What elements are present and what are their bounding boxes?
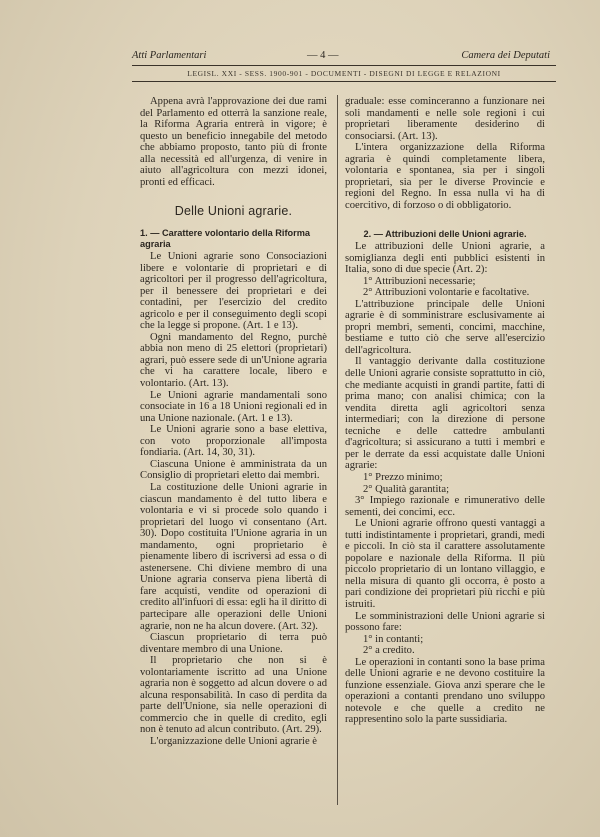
running-header	[132, 50, 550, 66]
paragraph: 3° Impiego razionale e rimunerativo delle sementi, dei concimi, ecc.	[345, 495, 545, 518]
paragraph: Le Unioni agrarie sono Consociazioni libere e volontarie di proprietari e di agricoltori per il progresso dell'agricoltura, per il benessere dei proprietari e dei contadini, per l'esercizio del credito agricolo e per il conseguimento degli scopi che la legge si propone. (Art. 1 e 13).	[140, 251, 327, 332]
paragraph: L'intera organizzazione della Riforma agraria è quindi completamente libera, volontaria e spontanea, sia per i singoli proprietari, sia per le diverse Provincie e regioni del Regno. In essa nulla vi ha di coercitivo, di forzoso o di obbligatorio.	[345, 142, 545, 211]
paragraph: Le Unioni agrarie sono a base elettiva, con voto proporzionale all'imposta fondiaria. (Art. 14, 30, 31).	[140, 424, 327, 459]
paragraph: Il vantaggio derivante dalla costituzione delle Unioni agrarie consiste soprattutto in ciò, che mediante acquisti in grandi partite, fatti di prima mano; con analisi chimica; con la vendita diretta agli agricoltori senza intermediari; con la direzione di persone tecniche e delle cattedre ambulanti d'agricoltura; si assicurano a tutti i membri e per le derrate da essi acquistate dalle Unioni agrarie:	[345, 356, 545, 472]
paragraph-continued: graduale: esse cominceranno a funzionare nei soli mandamenti e nelle sole regioni i cui proprietari liberamente desiderino di consociarsi. (Art. 13).	[345, 96, 545, 142]
section-heading-2: 2. — Attribuzioni delle Unioni agrarie.	[363, 229, 527, 240]
legislature-line: LEGISL. XXI - SESS. 1900-901 - DOCUMENTI - DISEGNI DI LEGGE E RELAZIONI	[187, 69, 501, 78]
column-divider	[337, 95, 338, 805]
section-heading-1: 1. — Carattere volontario della Riforma agraria	[140, 227, 311, 250]
page-number: — 4 —	[307, 50, 339, 61]
list-item: 2° Qualità garantita;	[363, 483, 450, 495]
paragraph: L'organizzazione delle Unioni agrarie è	[150, 735, 318, 747]
header-rule-bottom	[132, 81, 556, 82]
paragraph: L'attribuzione principale delle Unioni agrarie è di somministrare esclusivamente ai propri membri, sementi, concimi, macchine, bestiame e tutto ciò che serve all'esercizio dell'agricoltura.	[345, 298, 545, 356]
list-item: 2° Attribuzioni volontarie e facoltative.	[363, 287, 530, 299]
right-column	[345, 96, 545, 726]
list-item: 1° Attribuzioni necessarie;	[363, 275, 476, 287]
list-item: 2° a credito.	[363, 645, 415, 657]
left-column	[140, 96, 327, 748]
chapter-title: Delle Unioni agrarie.	[174, 204, 293, 219]
header-right: Camera dei Deputati	[461, 50, 550, 61]
paragraph: Le somministrazioni delle Unioni agrarie si possono fare:	[345, 610, 545, 634]
paragraph: Ciascun proprietario di terra può diventare membro di una Unione.	[140, 632, 327, 655]
paragraph: La costituzione delle Unioni agrarie in ciascun mandamento è del tutto libera e volontaria e vi si procede solo quando i proprietari del luogo vi consentano (Art. 30). Dopo costituita l'Unione agraria in un mandamento, ogni proprietario è pienamente libero di iscriversi ad essa o di astenersene. Chi diviene membro di una Unione agraria conserva piena libertà di fare acquisti, vendite od operazioni di credito all'infuori di essa: egli ha il diritto di partecipare alle operazioni delle Unioni agrarie, non ne ha alcun dovere. (Art. 32).	[140, 481, 327, 632]
paragraph: Le operazioni in contanti sono la base prima delle Unioni agrarie e ne devono costituire la funzione essenziale. Giova anzi sperare che le operazioni a contanti prendano uno sviluppo notevole e che quelle a credito ne rappresentino solo la parte sussidiaria.	[345, 656, 545, 726]
header-rule-top	[132, 65, 556, 66]
paragraph: Ciascuna Unione è amministrata da un Consiglio di proprietari eletto dai membri.	[140, 458, 327, 482]
paragraph: Le Unioni agrarie offrono questi vantaggi a tutti indistintamente i proprietari, grandi, medi e piccoli. In ciò sta il carattere assolutamente popolare e nazionale della Riforma. Il più piccolo proprietario di un lontano villaggio, e nella misura di quanto gli occorra, è posto a pari condizione dei proprietari più ricchi e più istruiti.	[345, 518, 545, 610]
paragraph: Ogni mandamento del Regno, purchè abbia non meno di 25 elettori (proprietari) agrari, può essere sede di un'Unione agraria che vi ha carattere locale, libero e volontario. (Art. 13).	[140, 331, 327, 390]
list-item: 1° in contanti;	[363, 633, 424, 645]
paragraph: Le attribuzioni delle Unioni agrarie, a somiglianza degli enti pubblici esistenti in Italia, sono di due specie (Art. 2):	[345, 241, 545, 276]
paragraph: Il proprietario che non si è volontariamente iscritto ad una Unione agraria non è soggetto ad alcun dovere o ad alcuna responsabilità. In caso di perdita da parte dell'Unione, sia nelle operazioni di commercio che in quelle di credito, egli non è tenuto ad alcun contributo. (Art. 29).	[140, 655, 327, 736]
header-left: Atti Parlamentari	[132, 50, 207, 61]
intro-paragraph: Appena avrà l'approvazione dei due rami del Parlamento ed otterrà la sanzione reale, la Riforma Agraria entrerà in vigore; è questo un beneficio innegabile del metodo che abbiamo proposto, tanto più di fronte alla necessità ed all'urgenza, di venire in aiuto all'agricoltura con mezzi idonei, pronti ed efficaci.	[140, 96, 327, 188]
list-item: 1° Prezzo minimo;	[363, 471, 443, 483]
paragraph: Le Unioni agrarie mandamentali sono consociate in 16 a 18 Unioni regionali ed in una Unione nazionale. (Art. 1 e 13).	[140, 389, 327, 424]
